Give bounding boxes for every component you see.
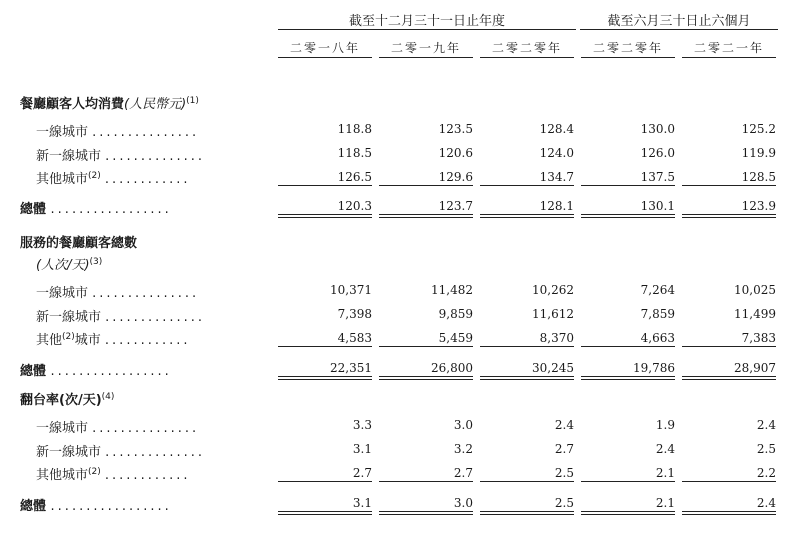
year-rule	[278, 57, 372, 58]
subtotal-rule	[278, 346, 372, 347]
footnote-ref: (2)	[88, 171, 101, 181]
section-unit: (人民幣元)	[124, 97, 187, 112]
row-label-tier1	[36, 282, 199, 301]
value-cell: 126.0	[640, 146, 675, 160]
year-header-2019: 二零一九年	[390, 41, 461, 55]
leader-dots: ..............	[105, 149, 206, 164]
leader-dots: ............	[104, 172, 191, 187]
year-rule	[480, 57, 574, 58]
value-cell: 130.0	[640, 122, 675, 136]
value-cell: 7,383	[741, 331, 776, 345]
row-label-text: 城市	[74, 333, 101, 348]
subtotal-rule	[581, 185, 675, 186]
total-double-rule	[379, 376, 473, 380]
subtotal-rule	[581, 481, 675, 482]
section-unit: (次/天)	[59, 393, 102, 408]
leader-dots: ...............	[92, 421, 200, 436]
value-cell: 10,371	[330, 283, 372, 297]
value-cell: 2.5	[756, 442, 776, 456]
subtotal-rule	[278, 185, 372, 186]
section-title-text: 翻台率	[20, 393, 60, 408]
value-cell: 7,859	[640, 307, 675, 321]
leader-dots: .................	[50, 499, 172, 514]
total-value-cell: 3.1	[352, 496, 372, 510]
value-cell: 1.9	[655, 418, 675, 432]
row-label-total	[20, 495, 172, 514]
total-value-cell: 3.0	[453, 496, 473, 510]
header-rule-six-months	[580, 29, 778, 30]
total-double-rule	[278, 214, 372, 218]
value-cell: 134.7	[539, 170, 574, 184]
subtotal-rule	[682, 346, 776, 347]
leader-dots: .................	[50, 364, 172, 379]
total-double-rule	[480, 376, 574, 380]
value-cell: 118.8	[337, 122, 372, 136]
leader-dots: ............	[104, 468, 191, 483]
section-title-table-turnover	[20, 389, 114, 408]
value-cell: 2.4	[655, 442, 675, 456]
value-cell: 3.0	[453, 418, 473, 432]
total-value-cell: 2.5	[554, 496, 574, 510]
section-title-customers-served	[20, 232, 137, 251]
footnote-ref: (1)	[186, 96, 199, 106]
value-cell: 10,262	[532, 283, 574, 297]
header-group-six-months: 截至六月三十日止六個月	[607, 14, 751, 29]
year-header-2020: 二零二零年	[491, 41, 562, 55]
value-cell: 128.4	[539, 122, 574, 136]
value-cell: 129.6	[438, 170, 473, 184]
row-label-new-tier1	[36, 145, 205, 164]
value-cell: 2.7	[453, 466, 473, 480]
year-rule	[379, 57, 473, 58]
value-cell: 137.5	[640, 170, 675, 184]
value-cell: 126.5	[337, 170, 372, 184]
total-value-cell: 30,245	[532, 361, 574, 375]
subtotal-rule	[379, 346, 473, 347]
year-rule	[682, 57, 776, 58]
row-label-text: 其他	[36, 333, 63, 348]
value-cell: 3.2	[453, 442, 473, 456]
value-cell: 124.0	[539, 146, 574, 160]
subtotal-rule	[480, 481, 574, 482]
leader-dots: ...............	[92, 286, 200, 301]
total-value-cell: 2.1	[655, 496, 675, 510]
leader-dots: .................	[50, 202, 172, 217]
row-label-text: 其他城市	[36, 468, 89, 483]
leader-dots: ...............	[92, 125, 200, 140]
total-value-cell: 123.9	[741, 199, 776, 213]
row-label-tier1	[36, 417, 199, 436]
section-title-spend-per-customer	[20, 93, 199, 112]
year-header-h1-2020: 二零二零年	[592, 41, 663, 55]
total-double-rule	[379, 511, 473, 515]
total-double-rule	[581, 214, 675, 218]
footnote-ref: (3)	[89, 257, 103, 267]
row-label-other-cities	[36, 329, 191, 348]
value-cell: 3.3	[352, 418, 372, 432]
total-double-rule	[682, 511, 776, 515]
total-double-rule	[480, 214, 574, 218]
row-label-text: 新一線城市	[36, 445, 102, 460]
row-label-text: 新一線城市	[36, 149, 102, 164]
total-value-cell: 123.7	[438, 199, 473, 213]
value-cell: 118.5	[337, 146, 372, 160]
row-label-text: 一線城市	[36, 286, 89, 301]
total-double-rule	[682, 376, 776, 380]
subtotal-rule	[480, 346, 574, 347]
year-rule	[581, 57, 675, 58]
row-label-other-cities	[36, 168, 191, 187]
subtotal-rule	[379, 185, 473, 186]
section-title-text: 服務的餐廳顧客總數	[20, 236, 138, 251]
value-cell: 128.5	[741, 170, 776, 184]
value-cell: 9,859	[438, 307, 473, 321]
footnote-ref: (2)	[88, 467, 101, 477]
row-label-text: 一線城市	[36, 125, 89, 140]
value-cell: 2.2	[756, 466, 776, 480]
subtotal-rule	[682, 185, 776, 186]
year-header-2018: 二零一八年	[289, 41, 360, 55]
total-double-rule	[278, 376, 372, 380]
total-value-cell: 22,351	[330, 361, 372, 375]
section-title-text: 餐廳顧客人均消費	[20, 97, 125, 112]
value-cell: 5,459	[438, 331, 473, 345]
total-double-rule	[480, 511, 574, 515]
subtotal-rule	[379, 481, 473, 482]
value-cell: 120.6	[438, 146, 473, 160]
total-value-cell: 2.4	[756, 496, 776, 510]
header-rule-annual	[278, 29, 576, 30]
year-header-h1-2021: 二零二一年	[693, 41, 764, 55]
value-cell: 2.5	[554, 466, 574, 480]
row-label-text: 新一線城市	[36, 310, 102, 325]
value-cell: 2.4	[756, 418, 776, 432]
subtotal-rule	[480, 185, 574, 186]
value-cell: 2.7	[554, 442, 574, 456]
subtotal-rule	[581, 346, 675, 347]
value-cell: 2.1	[655, 466, 675, 480]
leader-dots: ..............	[105, 310, 206, 325]
value-cell: 7,264	[640, 283, 675, 297]
footnote-ref: (4)	[101, 392, 115, 402]
section-unit: (人次/天)	[36, 258, 90, 273]
total-double-rule	[379, 214, 473, 218]
value-cell: 2.7	[352, 466, 372, 480]
total-value-cell: 26,800	[431, 361, 473, 375]
row-label-text: 總體	[20, 202, 47, 217]
row-label-tier1	[36, 121, 199, 140]
subtotal-rule	[682, 481, 776, 482]
total-value-cell: 120.3	[337, 199, 372, 213]
row-label-new-tier1	[36, 441, 205, 460]
value-cell: 7,398	[337, 307, 372, 321]
leader-dots: ............	[104, 333, 191, 348]
value-cell: 8,370	[539, 331, 574, 345]
row-label-total	[20, 360, 172, 379]
total-double-rule	[581, 511, 675, 515]
value-cell: 4,583	[337, 331, 372, 345]
value-cell: 2.4	[554, 418, 574, 432]
value-cell: 11,612	[532, 307, 574, 321]
value-cell: 123.5	[438, 122, 473, 136]
value-cell: 11,482	[431, 283, 473, 297]
subtotal-rule	[278, 481, 372, 482]
row-label-other-cities	[36, 464, 191, 483]
row-label-new-tier1	[36, 306, 205, 325]
total-value-cell: 130.1	[640, 199, 675, 213]
total-double-rule	[581, 376, 675, 380]
row-label-text: 其他城市	[36, 172, 89, 187]
footnote-ref: (2)	[62, 332, 75, 342]
value-cell: 3.1	[352, 442, 372, 456]
value-cell: 10,025	[734, 283, 776, 297]
row-label-text: 一線城市	[36, 421, 89, 436]
value-cell: 119.9	[741, 146, 776, 160]
total-double-rule	[278, 511, 372, 515]
value-cell: 11,499	[734, 307, 776, 321]
total-double-rule	[682, 214, 776, 218]
total-value-cell: 128.1	[539, 199, 574, 213]
total-value-cell: 28,907	[734, 361, 776, 375]
leader-dots: ..............	[105, 445, 206, 460]
row-label-text: 總體	[20, 364, 47, 379]
header-group-annual: 截至十二月三十一日止年度	[348, 14, 505, 29]
row-label-total	[20, 198, 172, 217]
row-label-text: 總體	[20, 499, 47, 514]
value-cell: 4,663	[640, 331, 675, 345]
value-cell: 125.2	[741, 122, 776, 136]
total-value-cell: 19,786	[633, 361, 675, 375]
section-unit-line	[36, 254, 102, 273]
